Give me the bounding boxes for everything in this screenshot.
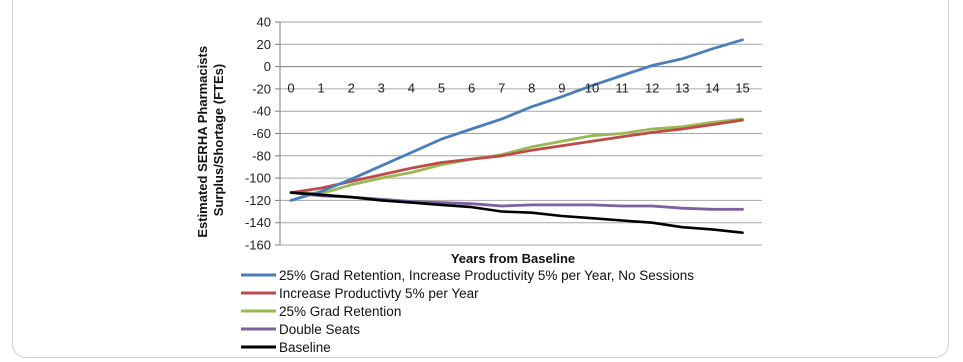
y-tick-label: -80: [252, 148, 271, 164]
legend-label-1: Increase Productivty 5% per Year: [279, 286, 479, 301]
x-tick-label: 11: [615, 80, 629, 96]
x-tick-label: 1: [317, 80, 325, 96]
y-tick-label: -40: [252, 103, 271, 119]
x-tick-label: 3: [377, 80, 385, 96]
x-tick-label: 10: [584, 80, 600, 96]
x-tick-label: 6: [467, 80, 476, 96]
x-tick-label: 0: [287, 80, 295, 96]
x-tick-label: 5: [437, 80, 446, 96]
y-tick-label: -160: [244, 237, 271, 253]
x-tick-label: 2: [347, 80, 355, 96]
legend-label-2: 25% Grad Retention: [279, 304, 402, 319]
y-tick-label: -120: [244, 192, 271, 208]
y-tick-label: -20: [252, 81, 271, 97]
legend-label-4: Baseline: [279, 340, 331, 355]
y-tick-label: 40: [256, 14, 271, 30]
x-tick-label: 14: [705, 80, 720, 96]
x-tick-label: 4: [407, 80, 416, 96]
x-axis-title: Years from Baseline: [450, 251, 576, 266]
y-axis-title: [195, 42, 226, 237]
series-line-3: [291, 193, 743, 210]
x-tick-labels: [287, 81, 749, 96]
series-line-0: [291, 40, 743, 201]
x-tick-label: 9: [558, 80, 566, 96]
x-tick-label: 8: [528, 80, 536, 96]
x-tick-label: 7: [498, 80, 506, 96]
y-axis-title-line-1: Estimated SERHA Pharmacists: [195, 45, 210, 238]
y-tick-label: -100: [244, 170, 271, 186]
legend-label-3: Double Seats: [279, 322, 361, 337]
legend-label-0: 25% Grad Retention, Increase Productivity 5% per Year, No Sessions: [279, 268, 694, 283]
y-tick-label: -60: [252, 126, 271, 141]
y-tick-labels: [245, 15, 271, 253]
y-tick-label: 20: [256, 36, 271, 52]
y-tick-label: 0: [263, 59, 271, 75]
y-tick-label: -140: [244, 215, 271, 231]
y-axis-title-line-2: Surplus/Shortage (FTEs): [211, 63, 226, 217]
series-lines: [291, 40, 743, 233]
series-line-4: [291, 193, 743, 233]
x-tick-label: 13: [675, 80, 690, 96]
legend: [241, 268, 694, 355]
x-tick-label: 12: [644, 80, 660, 96]
x-tick-label: 15: [735, 80, 750, 96]
